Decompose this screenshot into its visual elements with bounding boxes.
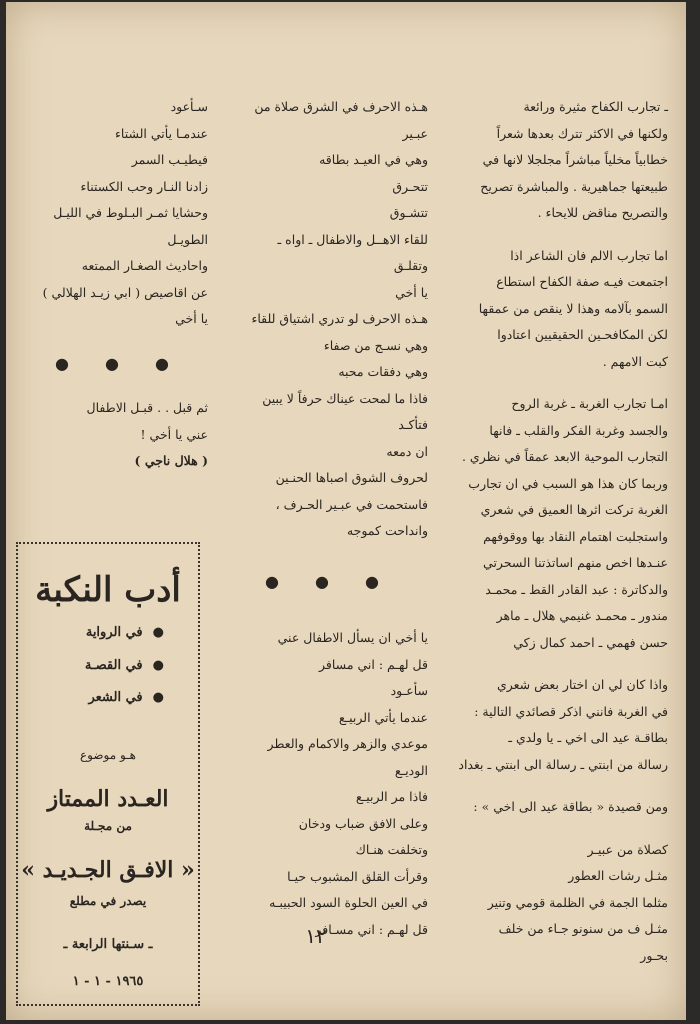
text-line: ومن قصيدة « بطاقة عيد الى اخي » :: [473, 799, 668, 814]
ad-published: يصدر في مطلع: [69, 893, 147, 908]
text-line: كصلاة من عبيـر: [587, 841, 668, 857]
dot-icon: ●: [364, 571, 379, 591]
text-line: التجارب الموحية الابعد عمقاً في نظري .: [461, 449, 668, 464]
magazine-page: [6, 2, 686, 1020]
text-line: بحـور: [640, 947, 668, 963]
text-line: خطابياً مخلياً مباشراً مجلجلا لانها في: [482, 152, 668, 167]
middle-column: [216, 94, 428, 943]
poem-ending: [16, 395, 208, 448]
paragraph: [436, 794, 668, 821]
text-line: طبيعتها جماهيرية . والمباشرة تصريح: [480, 178, 668, 194]
ad-subject: هـو موضوع: [79, 747, 137, 762]
text-line: عبـير: [402, 125, 428, 141]
poem-part-2: [216, 625, 428, 943]
paragraph: [436, 243, 668, 376]
text-line: والجسد وغربة الفكر والقلب ـ فانها: [489, 422, 668, 438]
text-line: وعلى الافق ضباب ودخان: [298, 815, 428, 831]
text-line: وحشايا ثمـر البـلوط في الليـل: [53, 205, 208, 220]
text-line: ـ تجارب الكفاح مثيرة ورائعة: [523, 99, 668, 114]
text-line: وهي في العيـد بطاقه: [319, 152, 428, 167]
text-line: هـذه الاحرف في الشرق صلاة من: [254, 99, 428, 114]
text-line: مثـل ف من سنونو جـاء من خلف: [498, 921, 668, 936]
text-line: للقاء الاهــل والاطفال ـ اواه ـ: [277, 231, 428, 247]
left-column: [16, 94, 208, 989]
dot-icon: ●: [105, 353, 119, 373]
text-line: قل لهـم : اني مسافر: [319, 656, 428, 672]
text-line: واستجلبت اهتمام النقاد بها ووقوفهم: [483, 528, 668, 544]
dot-icon: ●: [55, 353, 70, 373]
text-line: والدكاترة : عبد القادر القط ـ محمـد: [485, 581, 668, 597]
text-line: وتخلفت هنـاك: [355, 842, 428, 857]
text-line: قل لهـم : اني مسـافر: [315, 921, 428, 937]
text-line: ولكنها في الاكثر تترك بعدها شعراً: [496, 125, 668, 141]
text-line: امـا تجارب الغربة ـ غربة الروح: [511, 396, 668, 411]
dot-icon: ●: [315, 571, 329, 591]
text-line: وربما كان هذا هو السبب في ان تجارب: [468, 475, 668, 491]
paragraph: [436, 94, 668, 227]
text-line: في الغربة فانني اذكر قصائدي التالية :: [474, 703, 668, 719]
text-line: بطاقـة عيد الى اخي ـ يا ولدي ـ: [508, 730, 668, 745]
text-line: حسن فهمي ـ احمد كمال زكي: [513, 634, 668, 650]
text-line: الوديـع: [394, 762, 428, 778]
text-line: وهي دفقات محبه: [338, 364, 428, 379]
text-line: فاذا مر الربيـع: [355, 789, 428, 804]
ad-list-item: ●في القصـة: [84, 657, 164, 673]
text-line: فتأكـد: [398, 417, 428, 432]
text-line: عنـدها اخص منهم اساتذتنا السحرتي: [483, 555, 668, 570]
text-line: عندمـا يأتي الشتاء: [115, 125, 208, 141]
text-line: فاذا ما لمحت عيناك حرفاً لا يبين: [262, 390, 428, 406]
text-line: عن اقاصيص ( ابي زيـد الهلالي ): [42, 284, 208, 300]
text-line: وتقلـق: [393, 258, 428, 273]
text-line: وانداحت كموجه: [346, 523, 428, 538]
text-line: سأعـود: [390, 683, 428, 698]
poem-part-3: [16, 94, 208, 333]
text-line: يا أخي: [175, 311, 208, 326]
ad-magazine-name: « الافـق الجـديـد »: [21, 857, 195, 883]
text-line: ان دمعه: [386, 443, 428, 459]
text-line: يا أخي: [395, 284, 428, 300]
ad-title: أدب النكبة: [35, 570, 181, 610]
ad-from: من مجـلة: [84, 818, 132, 833]
text-line: فيطيـب السمر: [131, 152, 208, 167]
text-line: واحاديث الصغـار الممتعه: [81, 258, 208, 273]
text-line: كبت الامهم .: [602, 353, 668, 369]
text-line: فاستحمت في عبـير الحـرف ،: [275, 496, 428, 512]
text-line: لحروف الشوق اصباها الحنـين: [275, 470, 428, 485]
poem-part-1: [216, 94, 428, 545]
ad-list-item: ●في الرواية: [85, 625, 164, 640]
text-line: تتشـوق: [389, 205, 428, 220]
text-line: رسالة من ابنتي ـ رسالة الى ابنتي ـ بغداد: [458, 756, 668, 772]
text-line: وهي نسـج من صفاء: [323, 337, 428, 353]
ad-year: ـ سـنتها الرابعة ـ: [63, 937, 153, 952]
ad-issue: العـدد الممتاز: [47, 786, 169, 812]
ad-list: [18, 620, 198, 712]
paragraph: [436, 837, 668, 970]
dot-icon: ●: [265, 571, 280, 591]
page-number: ١٢: [305, 924, 327, 948]
text-line: زادنا النـار وحب الكستناء: [80, 178, 208, 194]
separator-dots: [216, 569, 428, 596]
paragraph: [436, 391, 668, 656]
bullet-icon: ●: [152, 657, 164, 673]
bullet-icon: ●: [152, 625, 164, 640]
text-line: مندور ـ محمـد غنيمي هلال ـ ماهر: [496, 608, 668, 623]
text-line: عندما يأتي الربيـع: [338, 709, 428, 725]
dot-icon: ●: [154, 353, 169, 373]
text-line: الغربة تركت اثرها العميق في شعري: [480, 502, 668, 517]
advertisement-box: [16, 542, 200, 1006]
text-line: هـذه الاحرف لو تدري اشتياق للقاء: [251, 311, 428, 326]
text-line: موعدي والزهر والاكمام والعطر: [267, 736, 428, 751]
text-line: عني يا أخي !: [140, 426, 208, 442]
text-line: السمو بآلامه وهذا لا ينقص من عمقها: [478, 300, 668, 316]
ad-list-item: ●في الشعر: [88, 690, 164, 705]
text-line: يا أخي ان يسأل الاطفال عني: [277, 630, 428, 645]
text-line: اما تجارب الالم فان الشاعر اذا: [510, 247, 668, 263]
text-line: مثلما الجمة في الظلمة قومي وتنير: [487, 894, 668, 910]
separator-dots: [16, 351, 208, 378]
text-line: لكن المكافحـين الحقيقيين اعتادوا: [497, 327, 668, 342]
text-line: سـأعود: [170, 99, 208, 114]
text-line: واذا كان لي ان اختار بعض شعري: [496, 677, 668, 692]
text-line: في العين الحلوة السود الحبيبـه: [269, 895, 428, 910]
text-line: اجتمعت فيـه صفة الكفاح استطاع: [496, 274, 668, 289]
right-column: [436, 94, 668, 985]
bullet-icon: ●: [152, 690, 164, 705]
ad-date: ١٩٦٥ - ١ - ١: [72, 973, 144, 989]
text-line: والتصريح مناقض للايحاء .: [537, 205, 668, 220]
text-line: تتحـرق: [392, 178, 428, 194]
text-line: وقرأت القلق المشبوب حيـا: [287, 868, 428, 884]
paragraph: [436, 672, 668, 778]
text-line: الطويـل: [167, 231, 208, 247]
text-line: ثم قبل . . قبـل الاطفال: [86, 400, 208, 415]
author-signature: ( هلال ناجي ): [134, 453, 208, 468]
text-line: مثـل رشات العطور: [568, 868, 668, 883]
